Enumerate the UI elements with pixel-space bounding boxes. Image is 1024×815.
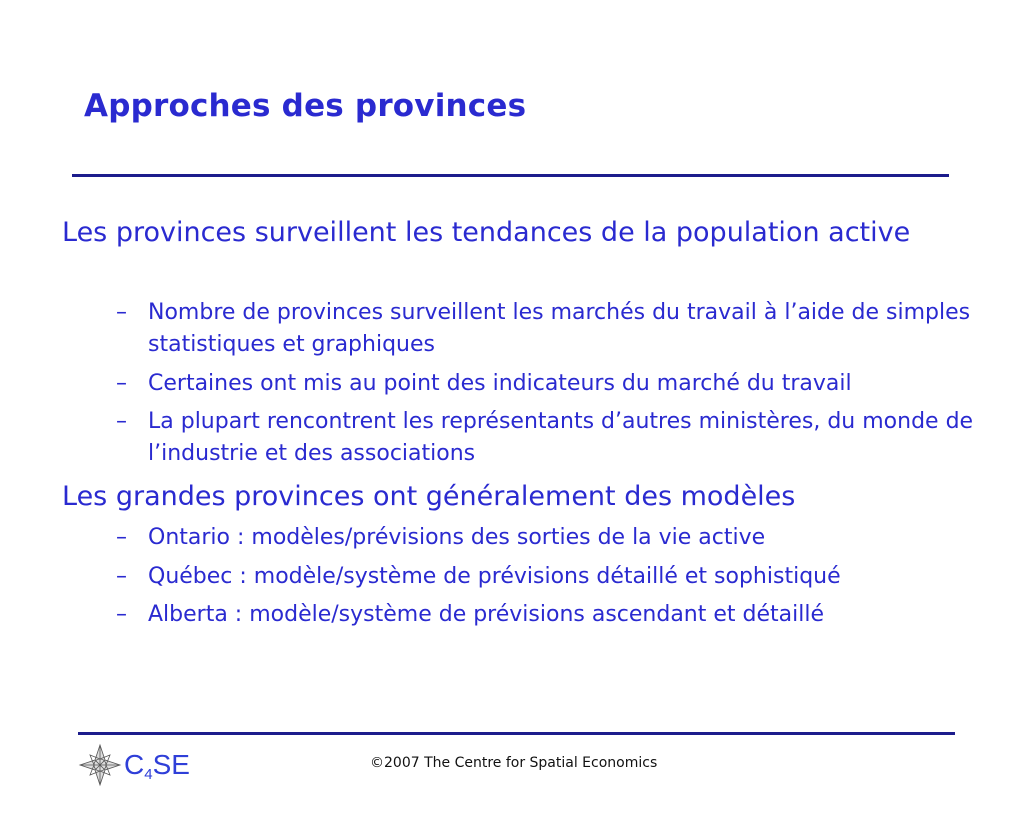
sub-bullet-2-2: – Québec : modèle/système de prévisions détaillé et sophistiqué — [116, 561, 1024, 593]
footer-divider — [78, 732, 955, 735]
bullet-2: Les grandes provinces ont généralement des modèles — [62, 481, 796, 512]
dash: – — [116, 371, 127, 396]
copyright-notice: ©2007 The Centre for Spatial Economics — [370, 755, 658, 771]
bullet-1: Les provinces surveillent les tendances de la population active — [62, 217, 911, 248]
dash: – — [116, 602, 127, 627]
dash: – — [116, 300, 127, 325]
compass-star-icon — [78, 743, 122, 787]
sub-bullet-1-1: – Nombre de provinces surveillent les marchés du travail à l’aide de simples statistiques et graphiques — [116, 297, 1024, 361]
sub-bullet-2-3: – Alberta : modèle/système de prévisions ascendant et détaillé — [116, 599, 1024, 631]
sub-bullet-1-3: – La plupart rencontrent les représentants d’autres ministères, du monde de l’industrie et des associations — [116, 406, 1024, 470]
dash: – — [116, 409, 127, 434]
sub-bullet-2-1: – Ontario : modèles/prévisions des sorties de la vie active — [116, 522, 1024, 554]
dash: – — [116, 525, 127, 550]
logo-text: $C_4SE$ — [124, 749, 190, 783]
c4se-logo — [78, 743, 190, 787]
sub-bullet-1-2: – Certaines ont mis au point des indicateurs du marché du travail — [116, 368, 1024, 400]
dash: – — [116, 564, 127, 589]
slide-title: Approches des provinces — [84, 88, 527, 124]
